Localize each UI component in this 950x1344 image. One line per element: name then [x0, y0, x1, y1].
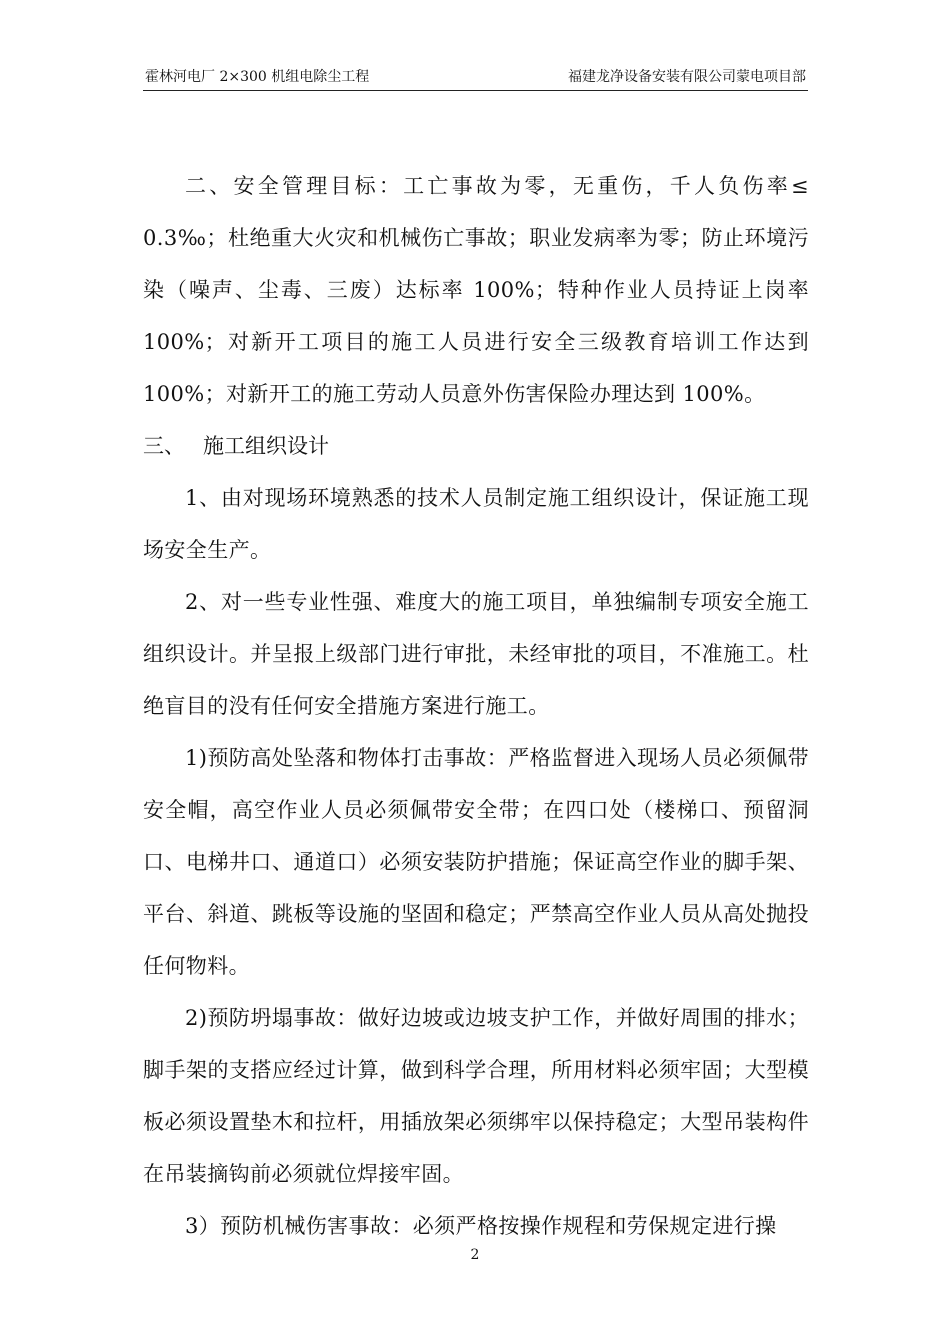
header-project-title: 霍林河电厂 2×300 机组电除尘工程 [145, 69, 370, 85]
page-number: 2 [470, 1247, 480, 1263]
paragraph-item-2: 2、对一些专业性强、难度大的施工项目，单独编制专项安全施工组织设计。并呈报上级部门进行审批，未经审批的项目，不准施工。杜绝盲目的没有任何安全措施方案进行施工。 [143, 590, 809, 718]
paragraph-prevent-falls: 1)预防高处坠落和物体打击事故：严格监督进入现场人员必须佩带安全帽，高空作业人员必须佩带安全带；在四口处（楼梯口、预留洞口、电梯井口、通道口）必须安装防护措施；保证高空作业的脚手架、平台、斜道、跳板等设施的坚固和稳定；严禁高空作业人员从高处抛投任何物料。 [143, 746, 809, 978]
document-body [143, 160, 809, 1252]
paragraph-safety-goals: 二、安全管理目标：工亡事故为零，无重伤，千人负伤率≤ 0.3‰；杜绝重大火灾和机械伤亡事故；职业发病率为零；防止环境污染（噪声、尘毒、三废）达标率 100%；特种作业人员持证上岗率 100%；对新开工项目的施工人员进行安全三级教育培训工作达到 100%；对新开工的施工劳动人员意外伤害保险办理达到 100%。 [143, 174, 809, 406]
paragraph-prevent-machinery: 3）预防机械伤害事故：必须严格按操作规程和劳保规定进行操 [185, 1214, 777, 1238]
paragraph-prevent-collapse: 2)预防坍塌事故：做好边坡或边坡支护工作，并做好周围的排水；脚手架的支搭应经过计算，做到科学合理，所用材料必须牢固；大型模板必须设置垫木和拉杆，用插放架必须绑牢以保持稳定；大型吊装构件在吊装摘钩前必须就位焊接牢固。 [143, 1006, 809, 1186]
paragraph-item-1: 1、由对现场环境熟悉的技术人员制定施工组织设计，保证施工现场安全生产。 [143, 486, 809, 562]
page-header [143, 68, 808, 91]
section-title: 施工组织设计 [203, 434, 329, 458]
header-company-name: 福建龙净设备安装有限公司蒙电项目部 [568, 69, 806, 85]
section-number: 三、 [143, 434, 185, 458]
section-heading-construction-design [143, 420, 809, 472]
